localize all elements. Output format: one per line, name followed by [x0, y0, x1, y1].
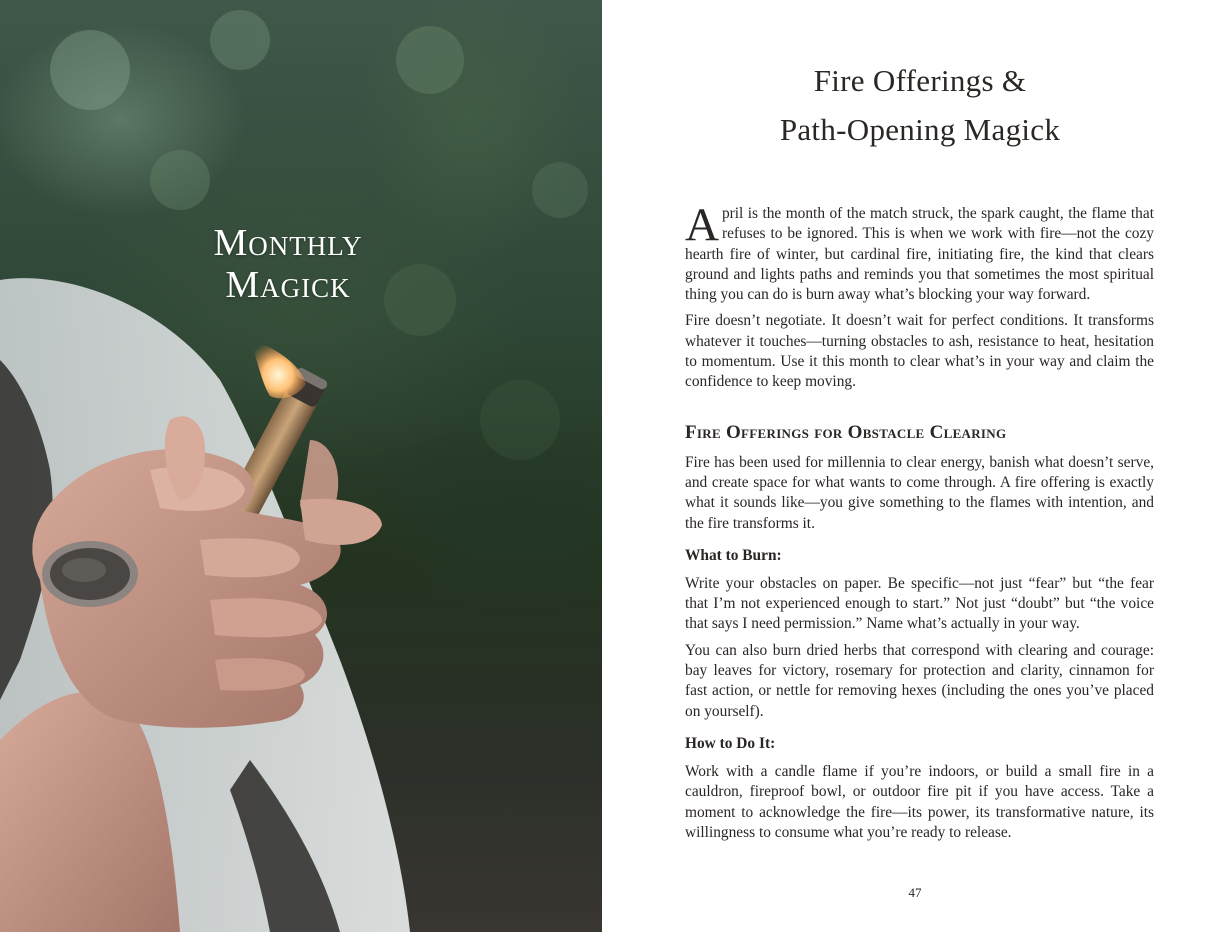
how-to-paragraph: Work with a candle flame if you’re indoors, or build a small fire in a cauldron, fireproof bowl, or outdoor fire pit if you have access. Take a moment to acknowledge the fire—its power, its transformative nature, its willingness to consume what you’re ready to release.	[685, 762, 1154, 841]
hand-holding-palo-santo-photo	[0, 0, 602, 932]
section-heading: Fire Offerings for Obstacle Clearing	[685, 421, 1007, 443]
page-title-line-2: Path-Opening Magick	[779, 112, 1061, 147]
what-to-burn-paragraph-1: Write your obstacles on paper. Be specific—not just “fear” but “the fear that I’m not experienced enough to start.” Not just “doubt” but “the voice that says I need permission.” Name what’s actually in your way.	[685, 574, 1154, 633]
intro-paragraph	[685, 199, 1154, 305]
what-to-burn-heading: What to Burn:	[685, 546, 782, 564]
body-text	[685, 199, 1154, 849]
right-page	[602, 0, 1208, 932]
page-number: 47	[908, 885, 922, 900]
flame-icon	[250, 340, 306, 398]
page-title-line-1: Fire Offerings &	[813, 63, 1027, 98]
chapter-title-line-2: Magick	[225, 264, 351, 306]
paragraph-2: Fire doesn’t negotiate. It doesn’t wait for perfect conditions. It transforms whatever it touches—turning obstacles to ash, resistance to heat, hesitation to momentum. Use it this month to clear what’s in your way and claim the confidence to keep moving.	[685, 312, 1154, 391]
drop-cap: A	[685, 199, 719, 251]
how-to-heading: How to Do It:	[685, 734, 776, 752]
chapter-title	[150, 222, 426, 306]
page-title	[662, 56, 1178, 154]
what-to-burn-paragraph-2: You can also burn dried herbs that correspond with clearing and courage: bay leaves for victory, rosemary for protection and clarity, cinnamon for fast action, or nettle for removing hexes (including the ones you’ve placed on yourself).	[685, 641, 1154, 720]
left-page-photo	[0, 0, 602, 932]
section-paragraph: Fire has been used for millennia to clear energy, banish what doesn’t serve, and create space for what wants to come through. A fire offering is exactly what it sounds like—you give something to the flames with intention, and the fire transforms it.	[685, 453, 1154, 532]
intro-paragraph-text: pril is the month of the match struck, the spark caught, the flame that refuses to be ignored. This is when we work with fire—not the cozy hearth fire of winter, but cardinal fire, initiating fire, the kind that clears ground and lights paths and reminds you that sometimes the most spiritual thing you can do is burn away what’s blocking your way forward.	[685, 205, 1154, 304]
chapter-title-line-1: Monthly	[213, 222, 363, 264]
ring	[42, 541, 138, 607]
